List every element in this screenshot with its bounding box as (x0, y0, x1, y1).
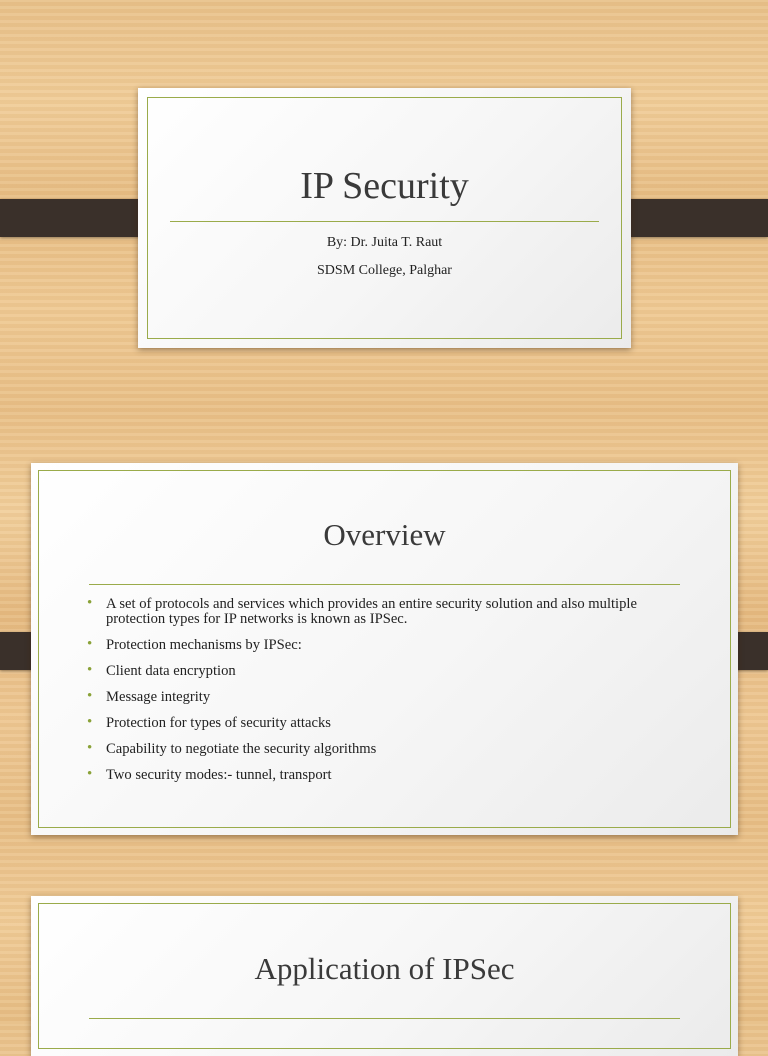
college-line: SDSM College, Palghar (317, 263, 452, 278)
title-rule (89, 1018, 680, 1019)
bullet-dot-icon: • (87, 740, 93, 756)
list-item: • Two security modes:- tunnel, transport (87, 766, 332, 783)
slide-tab-right (613, 199, 768, 237)
slide-frame (147, 97, 622, 339)
bullet-dot-icon: • (87, 766, 93, 782)
overview-bullet-list (87, 597, 677, 794)
title-rule (170, 221, 599, 222)
list-item: • Capability to negotiate the security algorithms (87, 740, 377, 757)
list-item: • Protection mechanisms by IPSec: (87, 636, 302, 653)
list-item: • A set of protocols and services which provides an entire security solution and also multiple protection types for IP networks is known as IPSec. (87, 595, 637, 627)
overview-heading: Overview (323, 517, 446, 552)
bullet-dot-icon: • (87, 688, 93, 704)
bullet-dot-icon: • (87, 714, 93, 730)
title-rule (89, 584, 680, 585)
list-item: • Client data encryption (87, 662, 236, 679)
author-line: By: Dr. Juita T. Raut (326, 235, 443, 250)
application-heading: Application of IPSec (254, 951, 515, 986)
slide-application[interactable] (31, 896, 738, 1056)
bullet-dot-icon: • (87, 636, 93, 652)
bullet-dot-icon: • (87, 662, 93, 678)
list-item: • Message integrity (87, 688, 211, 705)
list-item: • Protection for types of security attacks (87, 714, 331, 731)
slide-title-heading: IP Security (300, 165, 469, 207)
bullet-dot-icon: • (87, 595, 93, 611)
slide-title[interactable] (138, 88, 631, 348)
slide-overview[interactable] (31, 463, 738, 835)
slide-tab-left (0, 199, 156, 237)
